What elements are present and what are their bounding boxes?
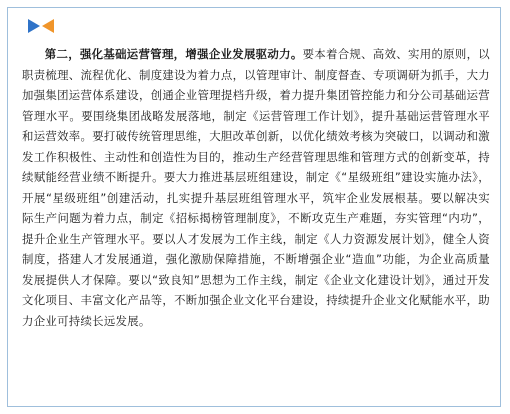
paragraph-lead-heading: 第二，强化基础运营管理，增强企业发展驱动力。 [44, 47, 303, 61]
paragraph-body-text: 要本着合规、高效、实用的原则，以职责梳理、流程优化、制度建设为着力点，以管理审计、制度督查、专项调研为抓手，大力加强集团运营体系建设，创通企业管理提档升级，着力提升集团管控能力和分公司基础运营管理水平。要围绕集团战略发展落地，制定《运营管理工作计划》，提升基础运营管理水平和运营效率。要打破传统管理思维，大胆改革创新，以优化绩效考核为突破口，以调动和激发工作积极性、主动性和创造性为目的，推动生产经营管理思维和管理方式的创新变革，持续赋能经营业绩不断提升。要大力推进基层班组建设，制定《“星级班组”建设实施办法》，开展“星级班组”创建活动，扎实提升基层班组管理水平，筑牢企业发展根基。要以解决实际生产问题为着力点，制定《招标揭榜管理制度》，不断攻克生产难题，夯实管理“内功”，提升企业生产管理水平。要以人才发展为工作主线，制定《人力资源发展计划》，健全人资制度，搭建人才发展通道，强化激励保障措施，不断增强企业“造血”功能，为企业高质量发展提供人才保障。要以“致良知”思想为工作主线，制定《企业文化建设计划》，通过开发文化项目、丰富文化产品等，不断加强企业文化平台建设，持续提升企业文化赋能水平，助力企业可持续长远发展。 [22, 47, 490, 328]
blue-orange-triangles-icon [26, 18, 60, 34]
article-paragraph [22, 44, 490, 331]
article-card [7, 7, 501, 407]
